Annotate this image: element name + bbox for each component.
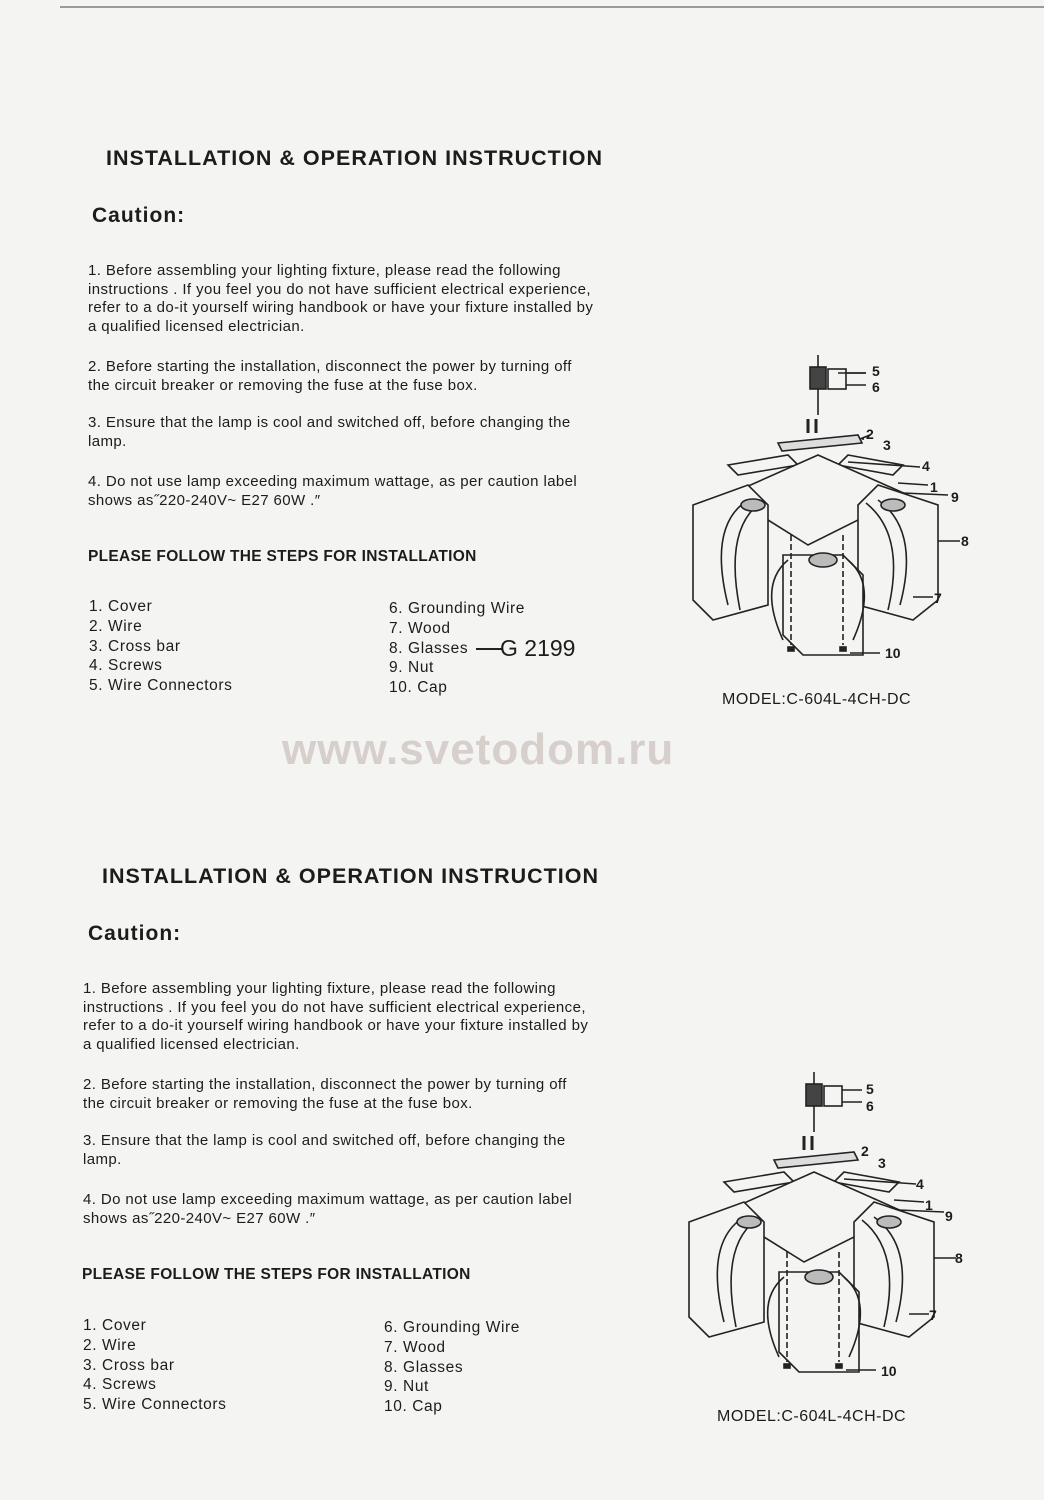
steps-heading: PLEASE FOLLOW THE STEPS FOR INSTALLATION: [82, 1266, 471, 1283]
list-item: 2. Wire: [89, 617, 143, 635]
caution-paragraph-3: 3. Ensure that the lamp is cool and switched off, before changing the lamp.: [83, 1132, 566, 1168]
fixture-exploded-diagram: [688, 355, 988, 675]
caution-paragraph-2: 2. Before starting the installation, disconnect the power by turning off the circuit breaker or removing the fuse at the fuse box.: [88, 358, 572, 394]
diagram-label: 2: [866, 426, 874, 442]
list-item: 6. Grounding Wire: [389, 600, 525, 617]
list-item: 3. Cross bar: [89, 637, 181, 655]
diagram-label: 4: [922, 458, 930, 474]
steps-heading: PLEASE FOLLOW THE STEPS FOR INSTALLATION: [88, 548, 477, 565]
model-number: MODEL:C-604L-4CH-DC: [722, 691, 912, 708]
diagram-label: 8: [955, 1250, 963, 1266]
annotation-line: [476, 648, 502, 650]
parts-list-left: [89, 597, 232, 696]
diagram-label: 1: [925, 1197, 933, 1213]
list-item: 4. Screws: [89, 657, 163, 675]
list-item: 9. Nut: [389, 659, 434, 677]
list-item: 5. Wire Connectors: [83, 1396, 227, 1414]
diagram-label: 2: [861, 1143, 869, 1159]
diagram-label: 9: [951, 489, 959, 505]
diagram-label: 5: [872, 363, 880, 379]
page-title: INSTALLATION & OPERATION INSTRUCTION: [106, 146, 604, 170]
list-item: 8. Glasses: [384, 1358, 464, 1376]
list-item: 9. Nut: [384, 1378, 429, 1396]
caution-heading: Caution:: [88, 922, 182, 945]
diagram-label: 1: [930, 479, 938, 495]
list-item: 3. Cross bar: [83, 1356, 175, 1374]
parts-list-right: [384, 1318, 520, 1417]
handwritten-annotation: G 2199: [500, 635, 576, 661]
watermark: www.svetodom.ru: [282, 725, 675, 774]
list-item: 7. Wood: [389, 619, 451, 637]
caution-paragraph-3: 3. Ensure that the lamp is cool and switched off, before changing the lamp.: [88, 414, 571, 450]
caution-paragraph-4: 4. Do not use lamp exceeding maximum wattage, as per caution label shows as˝220-240V~ E27 60W .″: [83, 1191, 573, 1227]
caution-paragraph-1: 1. Before assembling your lighting fixture, please read the following instructions . If you feel you do not have sufficient electrical experience, refer to a do-it yourself wiring handbook or have your fixture installed by a qualified licensed electrician.: [83, 980, 589, 1053]
diagram-label: 10: [881, 1363, 897, 1379]
diagram-label: 5: [866, 1081, 874, 1097]
list-item: 7. Wood: [384, 1338, 446, 1356]
page-title: INSTALLATION & OPERATION INSTRUCTION: [102, 864, 600, 888]
instruction-section-2: [0, 718, 1044, 1438]
model-number: MODEL:C-604L-4CH-DC: [717, 1408, 907, 1425]
diagram-label: 3: [878, 1155, 886, 1171]
list-item: 10. Cap: [389, 679, 448, 697]
list-item: 1. Cover: [83, 1317, 147, 1334]
list-item: 8. Glasses: [389, 639, 469, 657]
caution-paragraph-1: 1. Before assembling your lighting fixture, please read the following instructions . If you feel you do not have sufficient electrical experience, refer to a do-it yourself wiring handbook or have your fixture installed by a qualified licensed electrician.: [88, 262, 594, 335]
diagram-label: 8: [961, 533, 969, 549]
diagram-label: 3: [883, 437, 891, 453]
diagram-label: 6: [872, 379, 880, 395]
caution-heading: Caution:: [92, 204, 186, 227]
diagram-label: 6: [866, 1098, 874, 1114]
list-item: 4. Screws: [83, 1376, 157, 1394]
caution-paragraph-2: 2. Before starting the installation, disconnect the power by turning off the circuit breaker or removing the fuse at the fuse box.: [83, 1076, 567, 1112]
diagram-label: 10: [885, 645, 901, 661]
diagram-label: 9: [945, 1208, 953, 1224]
fixture-exploded-diagram: [684, 1072, 984, 1392]
parts-list-left: [83, 1316, 226, 1415]
list-item: 5. Wire Connectors: [89, 677, 233, 695]
list-item: 10. Cap: [384, 1398, 443, 1416]
instruction-section-1: [0, 0, 1044, 720]
diagram-label: 4: [916, 1176, 924, 1192]
diagram-label: 7: [929, 1307, 937, 1323]
list-item: 6. Grounding Wire: [384, 1319, 520, 1336]
list-item: 2. Wire: [83, 1336, 137, 1354]
caution-paragraph-4: 4. Do not use lamp exceeding maximum wattage, as per caution label shows as˝220-240V~ E27 60W .″: [88, 473, 578, 509]
list-item: 1. Cover: [89, 598, 153, 615]
diagram-label: 7: [934, 590, 942, 606]
